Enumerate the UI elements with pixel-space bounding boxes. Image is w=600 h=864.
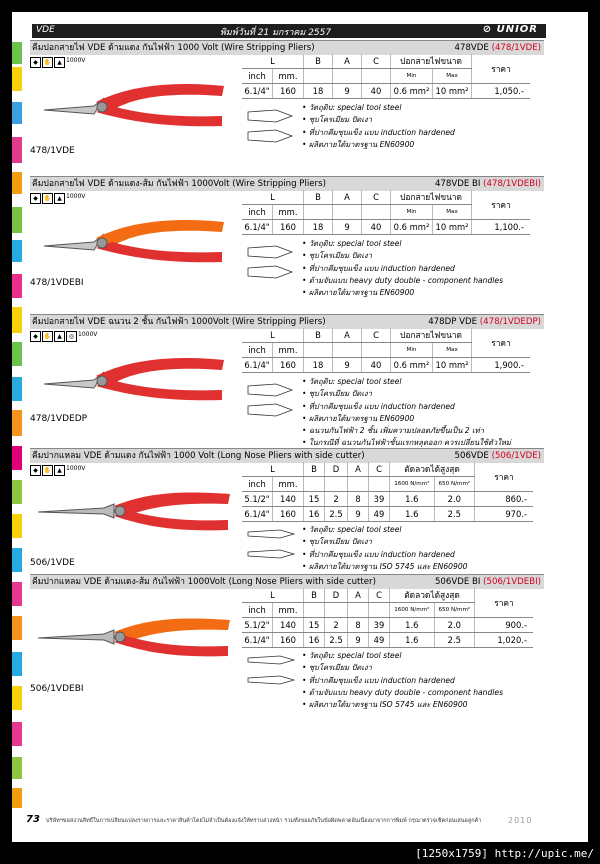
color-strip [12,240,22,262]
product-label: 478/1VDEDP [30,414,88,424]
color-strip [12,582,22,606]
insulation-icon: ◆ [30,465,41,476]
product-label: 506/1VDEBI [30,684,84,694]
color-strip [12,446,22,470]
color-strip [12,342,22,366]
spec-table [242,54,530,99]
table-row: 6.1/4" 160 16 2.5 9 49 1.6 2.5 970.- [242,507,533,522]
color-strip [12,757,22,779]
feature-notes: • วัตถุดิบ: special tool steel • ชุบโครเมียม ปัดเงา • ที่ปากคีมชุบแข็ง แบบ induction hardened • ด้ามจับแบบ heavy duty double - component handles • ผลิตภายใต้มาตรฐาน ISO 5745 และ EN60900 [302,651,504,710]
table-row: 6.1/4" 160 18 9 40 0.6 mm² 10 mm² 1,050.- [242,84,530,99]
col-header: C [362,54,391,69]
section-header [30,448,544,463]
tool-icon: ✋ [43,195,52,202]
price: 860.- [475,492,534,507]
insulation-icon: ◆ [30,193,41,204]
product-image-area [30,462,242,582]
wire-stripping-plier-icon [34,342,234,412]
color-strip [12,67,22,91]
tool-icon: ✋ [43,333,52,340]
color-strip [12,480,22,504]
product-title: คีมปากแหลม VDE ด้ามแดง-ส้ม กันไฟฟ้า 1000Volt (Long Nose Pliers with side cutter) [32,577,376,587]
header-bar [32,24,546,38]
voltage-rating: 1000V [78,331,98,338]
voltage-rating: 1000V [66,193,86,200]
product-title: คีมปอกสายไฟ VDE ด้ามแดง-ส้ม กันไฟฟ้า 1000Volt (Wire Stripping Pliers) [32,179,326,189]
catalog-page [12,12,588,842]
section-header [30,574,544,589]
color-strip [12,722,22,746]
safety-icons [30,193,85,207]
image-watermark: [1250x1759] http://upic.me/ [415,847,594,860]
color-strip [12,377,22,401]
sub-header: Max [433,69,472,84]
product-code: 506VDE (506/1VDE) [454,451,541,461]
col-header: A [333,54,362,69]
series-label: VDE [36,25,55,35]
catalog-year: 2010 [508,816,533,825]
product-title: คีมปอกสายไฟ VDE ด้ามแดง กันไฟฟ้า 1000 Volt (Wire Stripping Pliers) [32,43,315,53]
price: 900.- [475,618,534,633]
product-image-area [30,54,242,174]
warning-icon: ▲ [54,331,65,342]
product-label: 506/1VDE [30,558,75,568]
product-code: 478DP VDE (478/1VDEDP) [428,317,541,327]
section-header [30,314,544,329]
dimension-diagram-icon [246,102,298,148]
dimension-diagram-icon [246,524,298,570]
product-code: 478VDE BI (478/1VDEBI) [434,179,541,189]
spec-table: L B D A C ตัดลวดได้สูงสุด ราคา inch mm. 1600 N/mm² 650 N/mm² 5.1/2" 140 15 2 8 39 1.6 2.0 900.- 6.1/4" 160 16 2.5 9 49 1.6 2.5 1,020.- [242,588,533,648]
dimension-diagram-icon [246,238,298,284]
color-strip [12,616,22,640]
brand-logo: ⊘ UNIOR [482,24,538,35]
product-label: 478/1VDE [30,146,75,156]
color-strip [12,788,22,808]
feature-notes: • วัตถุดิบ: special tool steel • ชุบโครเมียม ปัดเงา • ที่ปากคีมชุบแข็ง แบบ induction hardened • ผลิตภายใต้มาตรฐาน ISO 5745 และ EN60900 [302,525,468,571]
price: 1,100.- [472,220,531,235]
feature-notes: • วัตถุดิบ: special tool steel • ชุบโครเมียม ปัดเงา • ที่ปากคีมชุบแข็ง แบบ induction hardened • ด้ามจับแบบ heavy duty double - component handles • ผลิตภายใต้มาตรฐาน EN60900 [302,239,504,298]
voltage-rating: 1000V [66,57,86,64]
price: 1,050.- [472,84,531,99]
table-row: 6.1/4" 160 18 9 40 0.6 mm² 10 mm² 1,900.- [242,358,530,373]
product-title: คีมปอกสายไฟ VDE ฉนวน 2 ชั้น กันไฟฟ้า 1000Volt (Wire Stripping Pliers) [32,317,326,327]
color-strip [12,172,22,194]
disclaimer: บริษัทฯขอสงวนสิทธิ์ในการเปลี่ยนแปลงรายการและราคาสินค้าโดยไม่จำเป็นต้องแจ้งให้ทราบล่วงหน้า รวมทั้งขออภัยในข้อผิดพลาดอันเนื่องมาจากการพิมพ์ กรุณาตรวจเช็คก่อนเสนอลูกค้า [46,818,482,824]
color-strip [12,652,22,676]
sub-header: inch [242,69,273,84]
voltage-rating: 1000V [66,465,86,472]
price: 970.- [475,507,534,522]
col-header: B [304,54,333,69]
sub-header: mm. [273,69,304,84]
long-nose-plier-icon [34,608,234,668]
product-code: 506VDE BI (506/1VDEBI) [434,577,541,587]
color-strip [12,102,22,124]
col-header: L [242,54,304,69]
color-strip [12,548,22,572]
dimension-diagram-icon [246,650,298,696]
wire-stripping-plier-icon [34,68,234,138]
spec-table: L B A C ปอกสายไฟขนาด ราคา inch mm. Min Max 6.1/4" 160 18 9 40 0.6 mm² 10 mm² 1,900.- [242,328,530,373]
product-section [30,314,544,454]
long-nose-plier-icon [34,482,234,542]
color-strip [12,207,22,233]
table-row: 6.1/4" 160 16 2.5 9 49 1.6 2.5 1,020.- [242,633,533,648]
table-row: 5.1/2" 140 15 2 8 39 1.6 2.0 860.- [242,492,533,507]
wire-stripping-plier-icon [34,206,234,276]
spec-table: L B A C ปอกสายไฟขนาด ราคา inch mm. Min Max 6.1/4" 160 18 9 40 0.6 mm² 10 mm² 1,100.- [242,190,530,235]
sub-header: Min [391,69,433,84]
color-strip [12,410,22,436]
dimension-diagram-icon [246,376,298,422]
product-section [30,40,544,174]
print-date: พิมพ์วันที่ 21 มกราคม 2557 [220,28,332,38]
color-strip [12,514,22,538]
section-header [30,176,544,191]
color-strip [12,42,22,64]
tool-icon: ✋ [43,59,52,66]
tool-icon: ✋ [43,467,52,474]
product-section [30,574,544,722]
product-image-area [30,588,242,708]
double-insulation-icon: ◎ [66,331,77,342]
col-header: ราคา [472,54,531,84]
product-image-area [30,328,242,448]
warning-icon: ▲ [54,465,65,476]
product-section [30,448,544,576]
insulation-icon: ◆ [30,331,41,342]
feature-notes: • วัตถุดิบ: special tool steel • ชุบโครเมียม ปัดเงา • ที่ปากคีมชุบแข็ง แบบ induction hardened • ผลิตภายใต้มาตรฐาน EN60900 [302,103,455,149]
section-header [30,40,544,55]
spec-table: L B D A C ตัดลวดได้สูงสุด ราคา inch mm. 1600 N/mm² 650 N/mm² 5.1/2" 140 15 2 8 39 1.6 2.0 860.- 6.1/4" 160 16 2.5 9 49 1.6 2.5 970.- [242,462,533,522]
product-image-area [30,190,242,310]
product-section [30,176,544,312]
price: 1,020.- [475,633,534,648]
product-title: คีมปากแหลม VDE ด้ามแดง กันไฟฟ้า 1000 Volt (Long Nose Pliers with side cutter) [32,451,365,461]
product-code: 478VDE (478/1VDE) [454,43,541,53]
col-header: ปอกสายไฟขนาด [391,54,472,69]
table-row: 5.1/2" 140 15 2 8 39 1.6 2.0 900.- [242,618,533,633]
color-strip [12,686,22,710]
color-strip [12,274,22,298]
price: 1,900.- [472,358,531,373]
insulation-icon: ◆ [30,57,41,68]
page-number: 73 [26,814,40,825]
warning-icon: ▲ [54,193,65,204]
color-strip [12,307,22,333]
feature-notes: • วัตถุดิบ: special tool steel • ชุบโครเมียม ปัดเงา • ที่ปากคีมชุบแข็ง แบบ induction hardened • ผลิตภายใต้มาตรฐาน EN60900 • ฉนวนกันไฟฟ้า 2 ชั้น เพิ่มความปลอดภัยขึ้นเป็น 2 เท่า • ในกรณีที่ ฉนวนกันไฟฟ้าชั้นแรกหลุดออก ควรเปลี่ยนใช้ตัวใหม่ [302,377,511,448]
safety-icons [30,465,85,479]
warning-icon: ▲ [54,57,65,68]
color-strip [12,137,22,163]
table-row: 6.1/4" 160 18 9 40 0.6 mm² 10 mm² 1,100.- [242,220,530,235]
product-label: 478/1VDEBI [30,278,84,288]
